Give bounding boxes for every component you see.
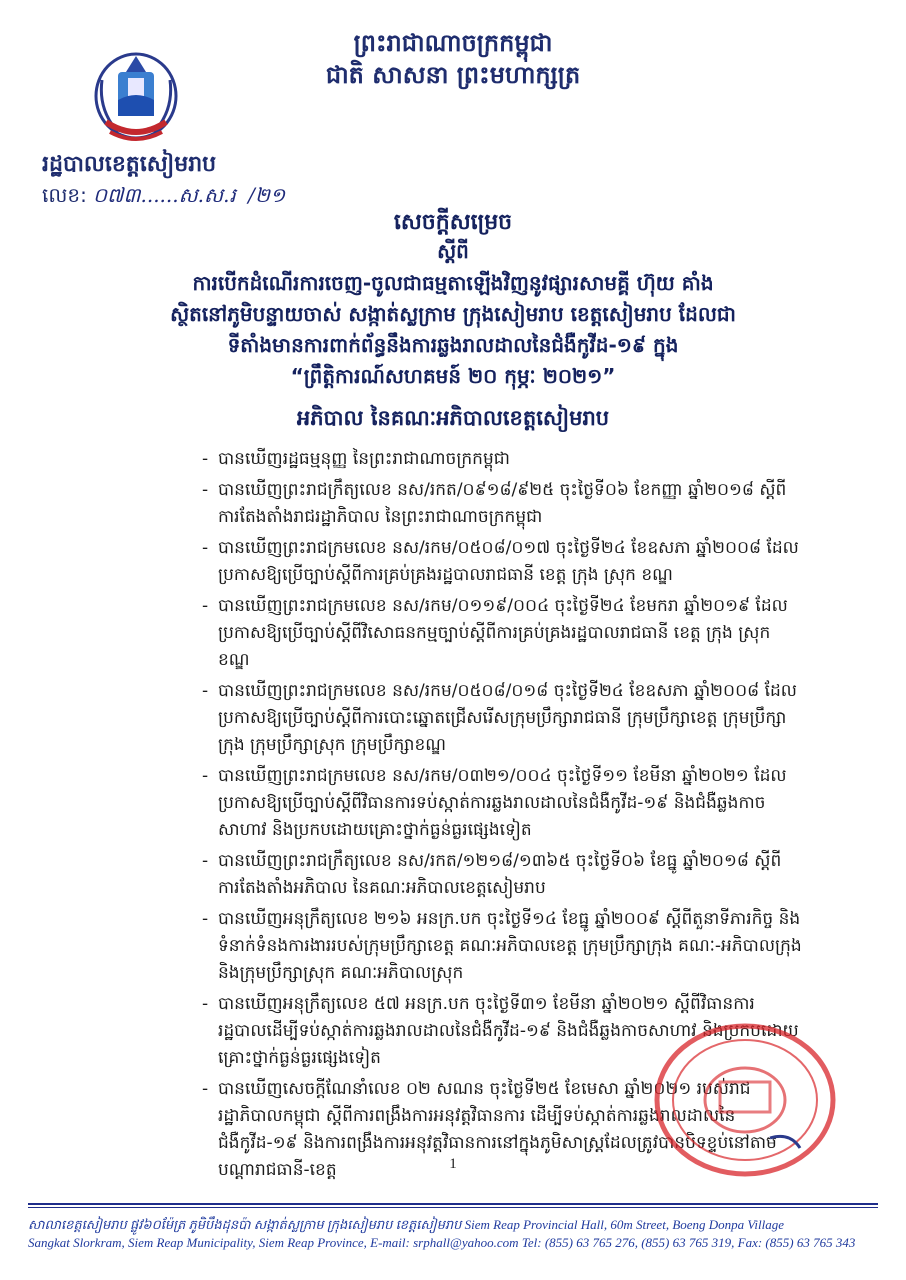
legal-reference-text: បានឃើញព្រះរាជក្រមលេខ នស/រកម/០១១៩/០០៤ ចុះថ្ងៃទី២៤ ខែមករា ឆ្នាំ២០១៩ ដែលប្រកាសឱ្យប្រើច្បាប់ស្តីពីវិសោធនកម្មច្បាប់ស្តីពីការគ្រប់គ្រងរដ្ឋបាលរាជធានី ខេត្ត ក្រុង ស្រុក ខណ្ឌ bbox=[218, 596, 788, 670]
subject-line: ស្ថិតនៅភូមិបន្ទាយចាស់ សង្កាត់ស្លក្រាម ក្រុងសៀមរាប ខេត្តសៀមរាប ដែលជា bbox=[170, 302, 736, 326]
legal-reference-text: បានឃើញព្រះរាជក្រឹត្យលេខ នស/រកត/០៩១៨/៩២៥ ចុះថ្ងៃទី០៦ ខែកញ្ញា ឆ្នាំ២០១៨ ស្តីពីការតែងតាំងរាជរដ្ឋាភិបាល នៃព្រះរាជាណាចក្រកម្ពុជា bbox=[218, 480, 787, 527]
issuing-authority: រដ្ឋបាលខេត្តសៀមរាប bbox=[42, 152, 217, 177]
legal-reference-text: បានឃើញរដ្ឋធម្មនុញ្ញ នៃព្រះរាជាណាចក្រកម្ពុជា bbox=[218, 449, 510, 469]
about-heading: ស្តីពី bbox=[437, 239, 469, 263]
reference-year: /២១ bbox=[248, 183, 286, 207]
document-subject bbox=[150, 268, 756, 392]
legal-reference-item: - បានឃើញព្រះរាជក្រមលេខ នស/រកម/០១១៩/០០៤ ចុះថ្ងៃទី២៤ ខែមករា ឆ្នាំ២០១៩ ដែលប្រកាសឱ្យប្រើច្បាប់ស្តីពីវិសោធនកម្មច្បាប់ស្តីពីការគ្រប់គ្រងរដ្ឋបាលរាជធានី ខេត្ត ក្រុង ស្រុក ខណ្ឌ bbox=[202, 596, 788, 670]
legal-reference-item: - បានឃើញសេចក្តីណែនាំលេខ ០២ សណន ចុះថ្ងៃទី២៥ ខែមេសា ឆ្នាំ២០២១ របស់រាជរដ្ឋាភិបាលកម្ពុជា ស្តីពីការពង្រឹងការអនុវត្តវិធានការ ដើម្បីទប់ស្កាត់ការឆ្លងរាលដាលនៃជំងឺកូវីដ-១៩ និងការពង្រឹងការអនុវត្តវិធានការនៅក្នុងភូមិសាស្ត្រដែលត្រូវបានបិទខ្ទប់នៅតាមបណ្តារាជធានី-ខេត្ត bbox=[202, 1079, 777, 1180]
footer-divider bbox=[28, 1203, 878, 1205]
legal-reference-text: បានឃើញព្រះរាជក្រមលេខ នស/រកម/០៥០៨/០១៨ ចុះថ្ងៃទី២៤ ខែឧសភា ឆ្នាំ២០០៨ ដែលប្រកាសឱ្យប្រើច្បាប់ស្តីពីការបោះឆ្នោតជ្រើសរើសក្រុមប្រឹក្សារាជធានី ក្រុមប្រឹក្សាខេត្ត ក្រុមប្រឹក្សាក្រុង ក្រុមប្រឹក្សាស្រុក ក្រុមប្រឹក្សាខណ្ឌ bbox=[218, 681, 797, 755]
footer-line: សាលាខេត្តសៀមរាប ផ្លូវ៦០ម៉ែត្រ ភូមិបឹងដុនប៉ា សង្កាត់ស្លក្រាម ក្រុងសៀមរាប ខេត្តសៀមរាប Siem Reap Provincial Hall, 60m Street, Boeng Donpa Village bbox=[28, 1217, 784, 1232]
subject-line: ការបើកដំណើរការចេញ-ចូលជាធម្មតាឡើងវិញនូវផ្សារសាមគ្គី ហ៊ុយ គាំង bbox=[192, 271, 714, 295]
legal-reference-text: បានឃើញអនុក្រឹត្យលេខ ៥៧ អនក្រ.បក ចុះថ្ងៃទី៣១ ខែមីនា ឆ្នាំ២០២១ ស្តីពីវិធានការរដ្ឋបាលដើម្បីទប់ស្កាត់ការឆ្លងរាលដាលនៃជំងឺកូវីដ-១៩ និងជំងឺឆ្លងកាចសាហាវ និងប្រកបដោយគ្រោះថ្នាក់ធ្ងន់ធ្ងរផ្សេងទៀត bbox=[218, 994, 799, 1068]
subject-line: ទីតាំងមានការពាក់ព័ន្ធនឹងការឆ្លងរាលដាលនៃជំងឺកូវីដ-១៩ ក្នុង bbox=[227, 333, 679, 357]
legal-reference-text: បានឃើញអនុក្រឹត្យលេខ ២១៦ អនក្រ.បក ចុះថ្ងៃទី១៤ ខែធ្នូ ឆ្នាំ២០០៩ ស្តីពីតួនាទីភារកិច្ច និងទំនាក់ទំនងការងាររបស់ក្រុមប្រឹក្សាខេត្ត គណៈអភិបាលខេត្ត ក្រុមប្រឹក្សាក្រុង គណៈ-អភិបាលក្រុង និងក្រុមប្រឹក្សាស្រុក គណៈអភិបាលស្រុក bbox=[218, 909, 802, 983]
reference-number: ០៧៣......ស.ស.រ bbox=[92, 183, 236, 207]
document-type-title: សេចក្តីសម្រេច bbox=[393, 210, 513, 235]
legal-reference-text: បានឃើញព្រះរាជក្រមលេខ នស/រកម/០៥០៨/០១៧ ចុះថ្ងៃទី២៤ ខែឧសភា ឆ្នាំ២០០៨ ដែលប្រកាសឱ្យប្រើច្បាប់ស្តីពីការគ្រប់គ្រងរដ្ឋបាលរាជធានី ខេត្ត ក្រុង ស្រុក ខណ្ឌ bbox=[218, 538, 799, 585]
footer-address bbox=[28, 1216, 888, 1252]
kingdom-heading: ព្រះរាជាណាចក្រកម្ពុជា bbox=[353, 29, 553, 57]
legal-reference-item: - បានឃើញអនុក្រឹត្យលេខ ៥៧ អនក្រ.បក ចុះថ្ងៃទី៣១ ខែមីនា ឆ្នាំ២០២១ ស្តីពីវិធានការរដ្ឋបាលដើម្បីទប់ស្កាត់ការឆ្លងរាលដាលនៃជំងឺកូវីដ-១៩ និងជំងឺឆ្លងកាចសាហាវ និងប្រកបដោយគ្រោះថ្នាក់ធ្ងន់ធ្ងរផ្សេងទៀត bbox=[202, 994, 799, 1068]
legal-reference-item: - បានឃើញព្រះរាជក្រឹត្យលេខ នស/រកត/០៩១៨/៩២៥ ចុះថ្ងៃទី០៦ ខែកញ្ញា ឆ្នាំ២០១៨ ស្តីពីការតែងតាំងរាជរដ្ឋាភិបាល នៃព្រះរាជាណាចក្រកម្ពុជា bbox=[202, 480, 787, 527]
subject-line: “ព្រឹត្តិការណ៍សហគមន៍ ២០ កុម្ភៈ ២០២១” bbox=[290, 364, 616, 388]
reference-label: លេខ: bbox=[42, 183, 87, 207]
decision-authority: អភិបាល នៃគណៈអភិបាលខេត្តសៀមរាប bbox=[296, 406, 610, 430]
legal-reference-text: បានឃើញសេចក្តីណែនាំលេខ ០២ សណន ចុះថ្ងៃទី២៥ ខែមេសា ឆ្នាំ២០២១ របស់រាជរដ្ឋាភិបាលកម្ពុជា ស្តីពីការពង្រឹងការអនុវត្តវិធានការ ដើម្បីទប់ស្កាត់ការឆ្លងរាលដាលនៃជំងឺកូវីដ-១៩ និងការពង្រឹងការអនុវត្តវិធានការនៅក្នុងភូមិសាស្ត្រដែលត្រូវបានបិទខ្ទប់នៅតាមបណ្តារាជធានី-ខេត្ត bbox=[218, 1079, 777, 1180]
footer-line: Sangkat Slorkram, Siem Reap Municipality, Siem Reap Province, E-mail: srphall@yahoo.com Tel: (855) 63 765 276, (855) 63 765 319, Fax: (855) 63 765 343 bbox=[28, 1235, 856, 1250]
legal-reference-item: - បានឃើញព្រះរាជក្រមលេខ នស/រកម/០៥០៨/០១៨ ចុះថ្ងៃទី២៤ ខែឧសភា ឆ្នាំ២០០៨ ដែលប្រកាសឱ្យប្រើច្បាប់ស្តីពីការបោះឆ្នោតជ្រើសរើសក្រុមប្រឹក្សារាជធានី ក្រុមប្រឹក្សាខេត្ត ក្រុមប្រឹក្សាក្រុង ក្រុមប្រឹក្សាស្រុក ក្រុមប្រឹក្សាខណ្ឌ bbox=[202, 681, 797, 755]
legal-reference-text: បានឃើញព្រះរាជក្រឹត្យលេខ នស/រកត/១២១៨/១៣៦៥ ចុះថ្ងៃទី០៦ ខែធ្នូ ឆ្នាំ២០១៨ ស្តីពីការតែងតាំងអភិបាល នៃគណៈអភិបាលខេត្តសៀមរាប bbox=[218, 851, 782, 898]
legal-reference-item: - បានឃើញរដ្ឋធម្មនុញ្ញ នៃព្រះរាជាណាចក្រកម្ពុជា bbox=[202, 449, 510, 469]
legal-reference-item: - បានឃើញអនុក្រឹត្យលេខ ២១៦ អនក្រ.បក ចុះថ្ងៃទី១៤ ខែធ្នូ ឆ្នាំ២០០៩ ស្តីពីតួនាទីភារកិច្ច និងទំនាក់ទំនងការងាររបស់ក្រុមប្រឹក្សាខេត្ត គណៈអភិបាលខេត្ត ក្រុមប្រឹក្សាក្រុង គណៈ-អភិបាលក្រុង និងក្រុមប្រឹក្សាស្រុក គណៈអភិបាលស្រុក bbox=[202, 909, 802, 983]
footer-divider-thin bbox=[28, 1207, 878, 1208]
reference-year-value: ២១ bbox=[254, 183, 286, 207]
legal-reference-item: - បានឃើញព្រះរាជក្រមលេខ នស/រកម/០៣២១/០០៤ ចុះថ្ងៃទី១១ ខែមីនា ឆ្នាំ២០២១ ដែលប្រកាសឱ្យប្រើច្បាប់ស្តីពីវិធានការទប់ស្កាត់ការឆ្លងរាលដាលនៃជំងឺកូវីដ-១៩ និងជំងឺឆ្លងកាចសាហាវ និងប្រកបដោយគ្រោះថ្នាក់ធ្ងន់ធ្ងរផ្សេងទៀត bbox=[202, 766, 787, 840]
national-motto: ជាតិ សាសនា ព្រះមហាក្សត្រ bbox=[325, 61, 581, 89]
page-number: 1 bbox=[449, 1156, 457, 1172]
legal-reference-item: - បានឃើញព្រះរាជក្រមលេខ នស/រកម/០៥០៨/០១៧ ចុះថ្ងៃទី២៤ ខែឧសភា ឆ្នាំ២០០៨ ដែលប្រកាសឱ្យប្រើច្បាប់ស្តីពីការគ្រប់គ្រងរដ្ឋបាលរាជធានី ខេត្ត ក្រុង ស្រុក ខណ្ឌ bbox=[202, 538, 799, 585]
legal-reference-text: បានឃើញព្រះរាជក្រមលេខ នស/រកម/០៣២១/០០៤ ចុះថ្ងៃទី១១ ខែមីនា ឆ្នាំ២០២១ ដែលប្រកាសឱ្យប្រើច្បាប់ស្តីពីវិធានការទប់ស្កាត់ការឆ្លងរាលដាលនៃជំងឺកូវីដ-១៩ និងជំងឺឆ្លងកាចសាហាវ និងប្រកបដោយគ្រោះថ្នាក់ធ្ងន់ធ្ងរផ្សេងទៀត bbox=[218, 766, 787, 840]
legal-reference-item: - បានឃើញព្រះរាជក្រឹត្យលេខ នស/រកត/១២១៨/១៣៦៥ ចុះថ្ងៃទី០៦ ខែធ្នូ ឆ្នាំ២០១៨ ស្តីពីការតែងតាំងអភិបាល នៃគណៈអភិបាលខេត្តសៀមរាប bbox=[202, 851, 782, 898]
